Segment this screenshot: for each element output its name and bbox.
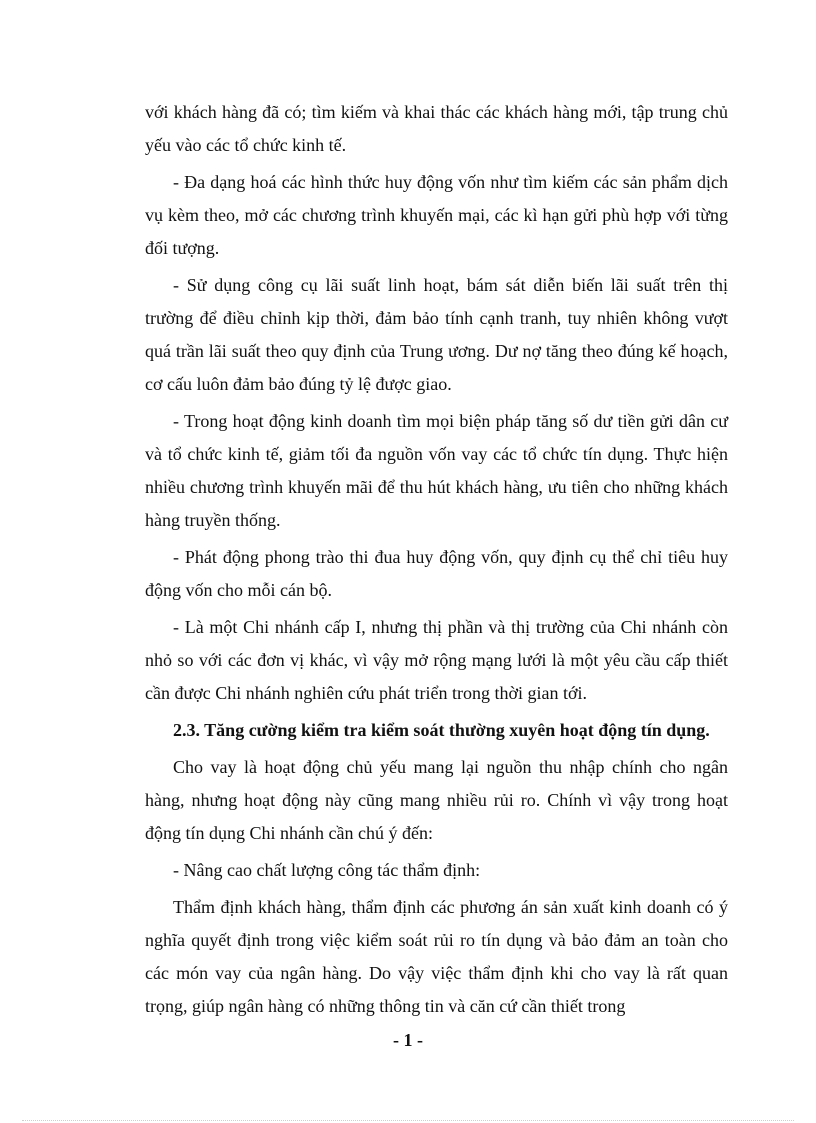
paragraph: với khách hàng đã có; tìm kiếm và khai thác các khách hàng mới, tập trung chủ yếu vào các tổ chức kinh tế. [145,102,728,155]
paragraph: - Sử dụng công cụ lãi suất linh hoạt, bám sát diễn biến lãi suất trên thị trường để điều chỉnh kịp thời, đảm bảo tính cạnh tranh, tuy nhiên không vượt quá trần lãi suất theo quy định của Trung ương. Dư nợ tăng theo đúng kế hoạch, cơ cấu luôn đảm bảo đúng tỷ lệ được giao. [145,275,728,394]
paragraph: - Nâng cao chất lượng công tác thẩm định: [173,860,481,880]
section-heading: 2.3. Tăng cường kiểm tra kiểm soát thường xuyên hoạt động tín dụng. [173,720,710,740]
paragraph: Thẩm định khách hàng, thẩm định các phương án sản xuất kinh doanh có ý nghĩa quyết định trong việc kiểm soát rủi ro tín dụng và bảo đảm an toàn cho các món vay của ngân hàng. Do vậy việc thẩm định khi cho vay là rất quan trọng, giúp ngân hàng có những thông tin và căn cứ cần thiết trong [145,897,728,1016]
page-divider [22,1120,794,1121]
paragraph: - Phát động phong trào thi đua huy động vốn, quy định cụ thể chỉ tiêu huy động vốn cho mỗi cán bộ. [145,547,728,600]
page-number: - 1 - [393,1030,423,1050]
paragraph: Cho vay là hoạt động chủ yếu mang lại nguồn thu nhập chính cho ngân hàng, nhưng hoạt động này cũng mang nhiều rủi ro. Chính vì vậy trong hoạt động tín dụng Chi nhánh cần chú ý đến: [145,757,728,843]
paragraph: - Trong hoạt động kinh doanh tìm mọi biện pháp tăng số dư tiền gửi dân cư và tổ chức kinh tế, giảm tối đa nguồn vốn vay các tổ chức tín dụng. Thực hiện nhiều chương trình khuyến mãi để thu hút khách hàng, ưu tiên cho những khách hàng truyền thống. [145,411,728,530]
body-text [145,96,728,1027]
paragraph: - Đa dạng hoá các hình thức huy động vốn như tìm kiếm các sản phẩm dịch vụ kèm theo, mở các chương trình khuyến mại, các kì hạn gửi phù hợp với từng đối tượng. [145,172,728,258]
paragraph: - Là một Chi nhánh cấp I, nhưng thị phần và thị trường của Chi nhánh còn nhỏ so với các đơn vị khác, vì vậy mở rộng mạng lưới là một yêu cầu cấp thiết cần được Chi nhánh nghiên cứu phát triển trong thời gian tới. [145,617,728,703]
